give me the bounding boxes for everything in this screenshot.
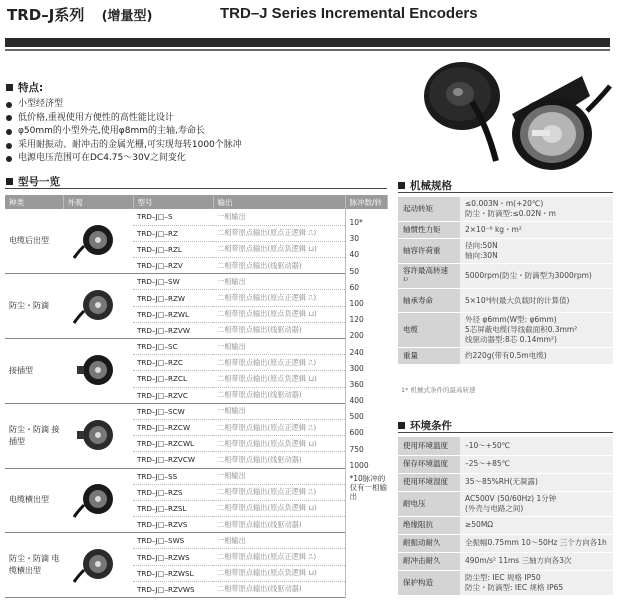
output-cell: 一相输出 — [213, 339, 345, 355]
spec-value: 防尘型: IEC 规格 IP50 防尘・防滴型: IEC 规格 IP65 — [460, 570, 613, 595]
spec-value: –10～+50℃ — [460, 437, 613, 455]
models-heading-text: 型号一览 — [18, 176, 60, 188]
output-cell: 二相带原点输出(原点正逻辑 ⎍) — [213, 355, 345, 371]
output-cell: 二相带原点输出(原点正逻辑 ⎍) — [213, 290, 345, 306]
feature-item — [6, 125, 386, 139]
square-bullet-icon — [6, 178, 13, 185]
model-code-cell: TRD–J□–SW — [133, 274, 213, 290]
output-cell: 二相带原点输出(原点负逻辑 ⊔) — [213, 241, 345, 257]
square-bullet-icon — [398, 422, 405, 429]
pulse-value: 750 — [349, 444, 364, 454]
model-code-cell: TRD–J□–RZCWL — [133, 436, 213, 452]
model-code-cell: TRD–J□–RZV — [133, 258, 213, 274]
features-heading — [6, 80, 43, 95]
output-cell: 二相带原点输出(原点负逻辑 ⊔) — [213, 306, 345, 322]
model-code-cell: TRD–J□–RZL — [133, 241, 213, 257]
spec-row — [398, 473, 613, 491]
spec-row — [398, 289, 613, 313]
encoder-product-photo — [412, 56, 612, 174]
spec-key: 使用环境温度 — [398, 437, 460, 455]
output-cell: 一相输出 — [213, 468, 345, 484]
spec-row — [398, 348, 613, 365]
pulse-value: *10脉冲的仅有一相输出 — [349, 474, 387, 501]
feature-item — [6, 98, 386, 112]
col-model: 型号 — [133, 195, 213, 209]
spec-value: 外径 φ6mm(W型: φ6mm) 5芯屏蔽电缆(导线截面积0.3mm² 线驱动器型:8芯 0.14mm²) — [460, 313, 613, 348]
output-cell: 二相带原点输出(线驱动器) — [213, 581, 345, 597]
spec-value: AC500V (50/60Hz) 1分钟 (外壳与电路之间) — [460, 491, 613, 516]
spec-row — [398, 516, 613, 534]
features-heading-text: 特点: — [18, 82, 44, 94]
output-cell: 二相带原点输出(原点负逻辑 ⊔) — [213, 436, 345, 452]
kind-cell: 接插型 — [5, 339, 63, 404]
spec-key: 轴惯性力矩 — [398, 222, 460, 239]
spec-value: 35～85%RH(无凝露) — [460, 473, 613, 491]
feature-text: 小型经济型 — [18, 99, 64, 109]
models-heading — [6, 174, 60, 189]
output-cell: 二相带原点输出(原点正逻辑 ⎍) — [213, 419, 345, 435]
spec-value: ≥50MΩ — [460, 516, 613, 534]
pulse-value: 100 — [349, 298, 364, 308]
spec-key: 耐振动耐久 — [398, 534, 460, 552]
output-cell: 二相带原点输出(原点负逻辑 ⊔) — [213, 565, 345, 581]
bullet-dot-icon — [6, 143, 12, 149]
spec-value: 5000rpm(防尘・防滴型为3000rpm) — [460, 264, 613, 289]
title-zh-text: TRD–J系列 — [7, 6, 85, 24]
kind-cell: 防尘・防滴 — [5, 274, 63, 339]
bullet-dot-icon — [6, 115, 12, 121]
feature-item — [6, 152, 386, 166]
output-cell: 一相输出 — [213, 403, 345, 419]
spec-value: 径向:50N 轴向:30N — [460, 239, 613, 264]
table-row — [5, 403, 387, 419]
kind-cell: 防尘・防滴 电缆横出型 — [5, 533, 63, 598]
spec-row — [398, 437, 613, 455]
model-code-cell: TRD–J□–RZW — [133, 290, 213, 306]
title-type-text: (增量型) — [101, 9, 153, 24]
table-row — [5, 339, 387, 355]
spec-row — [398, 455, 613, 473]
spec-value: 5×10⁹转(最大负载时的计算值) — [460, 289, 613, 313]
pulse-value: 10* — [349, 218, 363, 227]
output-cell: 一相输出 — [213, 209, 345, 225]
kind-cell: 电缆横出型 — [5, 468, 63, 533]
output-cell: 二相带原点输出(线驱动器) — [213, 452, 345, 468]
model-code-cell: TRD–J□–S — [133, 209, 213, 225]
spec-value: 全振幅0.75mm 10～50Hz 三个方向各1h — [460, 534, 613, 552]
encoder-image-icon — [63, 339, 133, 404]
spec-row — [398, 222, 613, 239]
page-title-en: TRD–J Series Incremental Encoders — [220, 5, 478, 22]
col-kind: 种类 — [5, 195, 63, 209]
bullet-dot-icon — [6, 156, 12, 162]
model-code-cell: TRD–J□–RZVW — [133, 322, 213, 338]
bullet-dot-icon — [6, 102, 12, 108]
output-cell: 二相带原点输出(原点正逻辑 ⎍) — [213, 549, 345, 565]
spec-value: –25～+85℃ — [460, 455, 613, 473]
output-cell: 二相带原点输出(原点负逻辑 ⊔) — [213, 500, 345, 516]
pulse-value: 200 — [349, 331, 364, 341]
spec-row — [398, 264, 613, 289]
mechanical-heading-text: 机械规格 — [410, 180, 452, 192]
output-cell: 二相带原点输出(线驱动器) — [213, 517, 345, 533]
model-code-cell: TRD–J□–SS — [133, 468, 213, 484]
environment-heading-text: 环境条件 — [410, 420, 452, 432]
col-pulses: 脉冲数/转 — [345, 195, 387, 209]
spec-key: 耐冲击耐久 — [398, 552, 460, 570]
pulse-value: 60 — [349, 282, 360, 292]
output-cell: 一相输出 — [213, 274, 345, 290]
table-row — [5, 468, 387, 484]
pulse-value: 50 — [349, 266, 360, 276]
model-code-cell: TRD–J□–RZWL — [133, 306, 213, 322]
title-divider-bar-thin — [5, 49, 610, 51]
pulse-value: 360 — [349, 379, 364, 389]
spec-key: 保护构造 — [398, 570, 460, 595]
col-output: 输出 — [213, 195, 345, 209]
encoder-image-icon — [63, 468, 133, 533]
feature-item — [6, 112, 386, 126]
output-cell: 一相输出 — [213, 533, 345, 549]
spec-value: ≤0.003N・m(+20℃) 防尘・防滴型:≤0.02N・m — [460, 197, 613, 222]
title-divider-bar — [5, 38, 610, 47]
mechanical-note: 1* 机械式条件的最高转速 — [401, 386, 476, 394]
pulse-value: 400 — [349, 396, 364, 406]
spec-value: 约220g(带有0.5m电缆) — [460, 348, 613, 365]
feature-text: φ50mm的小型外壳,使用φ8mm的主轴,寿命长 — [18, 126, 205, 137]
model-code-cell: TRD–J□–RZCW — [133, 419, 213, 435]
spec-row — [398, 197, 613, 222]
model-code-cell: TRD–J□–RZCL — [133, 371, 213, 387]
kind-cell: 防尘・防滴 接插型 — [5, 403, 63, 468]
pulse-value: 240 — [349, 347, 364, 357]
spec-key: 绝缘阻抗 — [398, 516, 460, 534]
models-table-header — [5, 195, 387, 209]
mechanical-spec-table — [398, 197, 613, 365]
model-code-cell: TRD–J□–SCW — [133, 403, 213, 419]
spec-row — [398, 534, 613, 552]
feature-text: 低价格,重视使用方便性的高性能比设计 — [18, 112, 174, 123]
model-code-cell: TRD–J□–RZVCW — [133, 452, 213, 468]
model-code-cell: TRD–J□–RZC — [133, 355, 213, 371]
spec-key: 重量 — [398, 348, 460, 365]
model-code-cell: TRD–J□–RZWS — [133, 549, 213, 565]
spec-key: 轴承寿命 — [398, 289, 460, 313]
pulse-value: 500 — [349, 412, 364, 422]
environment-heading — [398, 418, 452, 433]
encoder-image-icon — [63, 533, 133, 598]
table-row — [5, 274, 387, 290]
features-list — [6, 98, 386, 166]
spec-row — [398, 239, 613, 264]
col-appearance: 外观 — [63, 195, 133, 209]
spec-value: 490m/s² 11ms 三轴方向各3次 — [460, 552, 613, 570]
encoder-image-icon — [63, 274, 133, 339]
model-code-cell: TRD–J□–RZS — [133, 484, 213, 500]
output-cell: 二相带原点输出(线驱动器) — [213, 258, 345, 274]
output-cell: 二相带原点输出(原点负逻辑 ⊔) — [213, 371, 345, 387]
feature-item — [6, 139, 386, 153]
output-cell: 二相带原点输出(线驱动器) — [213, 387, 345, 403]
pulse-value: 1000 — [349, 460, 369, 470]
feature-text: 电源电压范围可在DC4.75～30V之间变化 — [18, 153, 186, 164]
spec-key: 轴容许荷重 — [398, 239, 460, 264]
spec-key: 容许最高转速 ¹⁾ — [398, 264, 460, 289]
spec-row — [398, 570, 613, 595]
output-cell: 二相带原点输出(原点正逻辑 ⎍) — [213, 225, 345, 241]
model-code-cell: TRD–J□–RZVC — [133, 387, 213, 403]
spec-value: 2×10⁻⁶ kg・m² — [460, 222, 613, 239]
pulse-value: 120 — [349, 315, 364, 325]
pulse-value: 300 — [349, 363, 364, 373]
model-code-cell: TRD–J□–RZVWS — [133, 581, 213, 597]
spec-key: 耐电压 — [398, 491, 460, 516]
pulse-list-cell — [345, 209, 387, 598]
pulse-value: 30 — [349, 234, 360, 244]
page-title-zh — [7, 4, 152, 25]
spec-key: 使用环境湿度 — [398, 473, 460, 491]
spec-row — [398, 491, 613, 516]
output-cell: 二相带原点输出(线驱动器) — [213, 322, 345, 338]
model-code-cell: TRD–J□–SWS — [133, 533, 213, 549]
table-row — [5, 533, 387, 549]
model-code-cell: TRD–J□–RZ — [133, 225, 213, 241]
model-code-cell: TRD–J□–RZVS — [133, 517, 213, 533]
environment-heading-rule — [398, 432, 613, 433]
encoder-image-icon — [63, 209, 133, 274]
pulse-value: 600 — [349, 428, 364, 438]
mechanical-heading — [398, 178, 452, 193]
model-code-cell: TRD–J□–RZSL — [133, 500, 213, 516]
encoder-image-icon — [63, 403, 133, 468]
spec-key: 保存环境温度 — [398, 455, 460, 473]
feature-text: 采用耐振动、耐冲击的金属光栅,可实现每转1000个脉冲 — [18, 139, 242, 150]
mechanical-heading-rule — [398, 192, 613, 193]
model-code-cell: TRD–J□–RZWSL — [133, 565, 213, 581]
pulse-value: 40 — [349, 250, 360, 260]
environment-spec-table — [398, 437, 613, 596]
spec-row — [398, 313, 613, 348]
square-bullet-icon — [398, 182, 405, 189]
spec-row — [398, 552, 613, 570]
kind-cell: 电缆后出型 — [5, 209, 63, 274]
spec-key: 电缆 — [398, 313, 460, 348]
models-table — [5, 195, 388, 598]
square-bullet-icon — [6, 84, 13, 91]
model-code-cell: TRD–J□–SC — [133, 339, 213, 355]
output-cell: 二相带原点输出(原点正逻辑 ⎍) — [213, 484, 345, 500]
spec-key: 起动转矩 — [398, 197, 460, 222]
table-row — [5, 209, 387, 225]
models-heading-rule — [5, 188, 387, 189]
bullet-dot-icon — [6, 129, 12, 135]
